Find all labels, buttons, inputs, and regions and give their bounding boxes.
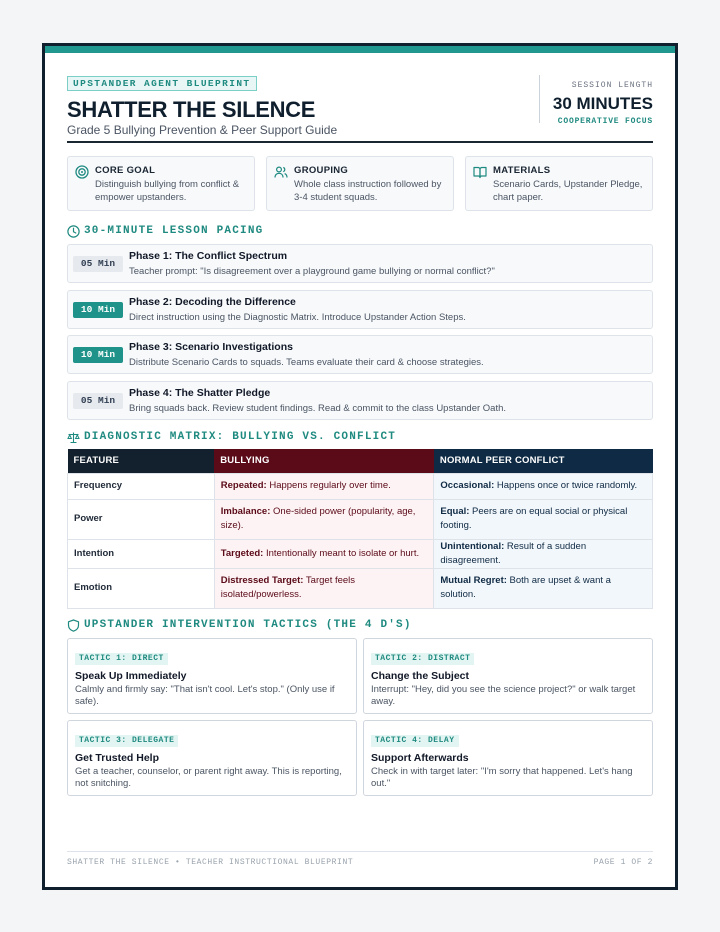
bullying-text: Happens regularly over time. [266, 480, 391, 491]
phase-description: Distribute Scenario Cards to squads. Teams evaluate their card & choose strategies. [129, 357, 484, 368]
bullying-cell [214, 499, 434, 539]
conflict-key: Occasional: [440, 480, 495, 491]
card-body: Distinguish bullying from conflict & empower upstanders. [95, 179, 240, 203]
bullying-text: Target feels isolated/powerless. [220, 575, 356, 600]
bullying-cell [214, 473, 434, 499]
phase-card [67, 335, 653, 374]
accent-bar [45, 46, 675, 53]
feature-cell: Intention [68, 539, 215, 568]
shield-icon [67, 619, 80, 632]
diagnostic-matrix-table [67, 449, 653, 609]
blueprint-tag: UPSTANDER AGENT BLUEPRINT [67, 76, 257, 91]
tactic-title: Change the Subject [371, 670, 470, 682]
column-header-conflict: NORMAL PEER CONFLICT [434, 449, 653, 473]
conflict-cell [434, 499, 653, 539]
session-value: 30 MINUTES [552, 94, 653, 113]
card-title: MATERIALS [493, 165, 551, 176]
conflict-text: Result of a sudden disagreement. [440, 540, 587, 566]
session-box [539, 75, 653, 126]
column-header-bullying: BULLYING [214, 449, 434, 473]
card-title: CORE GOAL [95, 165, 156, 176]
bullying-cell [214, 568, 434, 608]
tactic-title: Get Trusted Help [75, 752, 160, 764]
tactic-description: Interrupt: "Hey, did you see the science project?" or walk target away. [371, 684, 636, 707]
conflict-text: Happens once or twice randomly. [494, 480, 638, 491]
table-row [68, 539, 653, 568]
blueprint-page [42, 43, 678, 890]
phase-title: Phase 2: Decoding the Difference [129, 296, 296, 308]
bullying-key: Imbalance: [220, 506, 271, 517]
page-header [67, 53, 653, 143]
phase-card [67, 290, 653, 329]
card-body: Scenario Cards, Upstander Pledge, chart paper. [493, 179, 643, 203]
card-core-goal [67, 156, 255, 211]
tactic-card-delay [363, 720, 653, 796]
table-row [68, 499, 653, 539]
tactic-badge: TACTIC 1: DIRECT [75, 653, 168, 665]
conflict-cell [434, 473, 653, 499]
phase-card [67, 381, 653, 420]
page-subtitle: Grade 5 Bullying Prevention & Peer Support Guide [67, 123, 338, 137]
matrix-heading [67, 430, 396, 444]
tactic-description: Get a teacher, counselor, or parent right away. This is reporting, not snitching. [75, 766, 342, 789]
tactic-title: Speak Up Immediately [75, 670, 187, 682]
phase-duration-badge: 10 Min [73, 302, 123, 318]
bullying-key: Targeted: [220, 547, 264, 559]
card-body: Whole class instruction followed by 3-4 student squads. [294, 179, 442, 203]
card-title: GROUPING [294, 165, 349, 176]
tactic-description: Calmly and firmly say: "That isn't cool. Let's stop." (Only use if safe). [75, 684, 335, 707]
target-icon [75, 165, 89, 179]
table-row [68, 568, 653, 608]
matrix-heading-text: DIAGNOSTIC MATRIX: BULLYING VS. CONFLICT [84, 431, 397, 443]
column-header-feature: FEATURE [68, 449, 215, 473]
conflict-key: Unintentional: [440, 540, 505, 552]
tactic-card-direct [67, 638, 357, 714]
phase-description: Bring squads back. Review student findings. Read & commit to the class Upstander Oath. [129, 403, 507, 414]
phase-card [67, 244, 653, 283]
scale-icon [67, 431, 80, 444]
phase-title: Phase 1: The Conflict Spectrum [129, 250, 288, 262]
phase-description: Direct instruction using the Diagnostic Matrix. Introduce Upstander Action Steps. [129, 312, 466, 323]
clock-icon [67, 225, 80, 238]
tactics-heading [67, 618, 412, 632]
feature-cell: Emotion [68, 568, 215, 608]
conflict-key: Equal: [440, 506, 470, 517]
phase-duration-badge: 05 Min [73, 256, 123, 272]
page-footer [67, 851, 653, 867]
bullying-key: Repeated: [220, 480, 267, 491]
info-cards [67, 156, 653, 211]
session-focus: COOPERATIVE FOCUS [557, 117, 653, 126]
tactic-card-distract [363, 638, 653, 714]
tactic-title: Support Afterwards [371, 752, 469, 764]
bullying-key: Distressed Target: [220, 575, 304, 586]
conflict-text: Peers are on equal social or physical footing. [440, 506, 628, 531]
bullying-text: One-sided power (popularity, age, size). [220, 506, 416, 531]
page-number: PAGE 1 OF 2 [593, 858, 653, 867]
table-row [68, 473, 653, 499]
phase-duration-badge: 10 Min [73, 347, 123, 363]
feature-cell: Power [68, 499, 215, 539]
users-icon [274, 165, 288, 179]
tactic-description: Check in with target later: "I'm sorry that happened. Let's hang out." [371, 766, 633, 789]
bullying-text: Intentionally meant to isolate or hurt. [263, 547, 420, 559]
tactic-badge: TACTIC 2: DISTRACT [371, 653, 474, 665]
tactics-heading-text: UPSTANDER INTERVENTION TACTICS (THE 4 D'S) [84, 619, 412, 631]
conflict-cell [434, 539, 653, 568]
tactic-badge: TACTIC 3: DELEGATE [75, 735, 178, 747]
card-grouping [266, 156, 454, 211]
card-materials [465, 156, 653, 211]
tactic-card-delegate [67, 720, 357, 796]
page-title: SHATTER THE SILENCE [67, 97, 316, 122]
footer-title: SHATTER THE SILENCE • TEACHER INSTRUCTIONAL BLUEPRINT [67, 858, 354, 867]
pacing-heading-text: 30-MINUTE LESSON PACING [84, 225, 264, 237]
table-header-row [68, 449, 653, 473]
session-label: SESSION LENGTH [571, 81, 653, 90]
phase-duration-badge: 05 Min [73, 393, 123, 409]
book-icon [473, 165, 487, 179]
conflict-cell [434, 568, 653, 608]
pacing-heading [67, 224, 263, 238]
phase-title: Phase 4: The Shatter Pledge [129, 387, 271, 399]
tactic-badge: TACTIC 4: DELAY [371, 735, 459, 747]
conflict-key: Mutual Regret: [440, 575, 507, 586]
feature-cell: Frequency [68, 473, 215, 499]
page-content [67, 53, 653, 867]
phase-title: Phase 3: Scenario Investigations [129, 341, 293, 353]
phase-description: Teacher prompt: "Is disagreement over a playground game bullying or normal conflict?" [129, 266, 495, 277]
bullying-cell [214, 539, 434, 568]
conflict-text: Both are upset & want a solution. [440, 575, 611, 600]
